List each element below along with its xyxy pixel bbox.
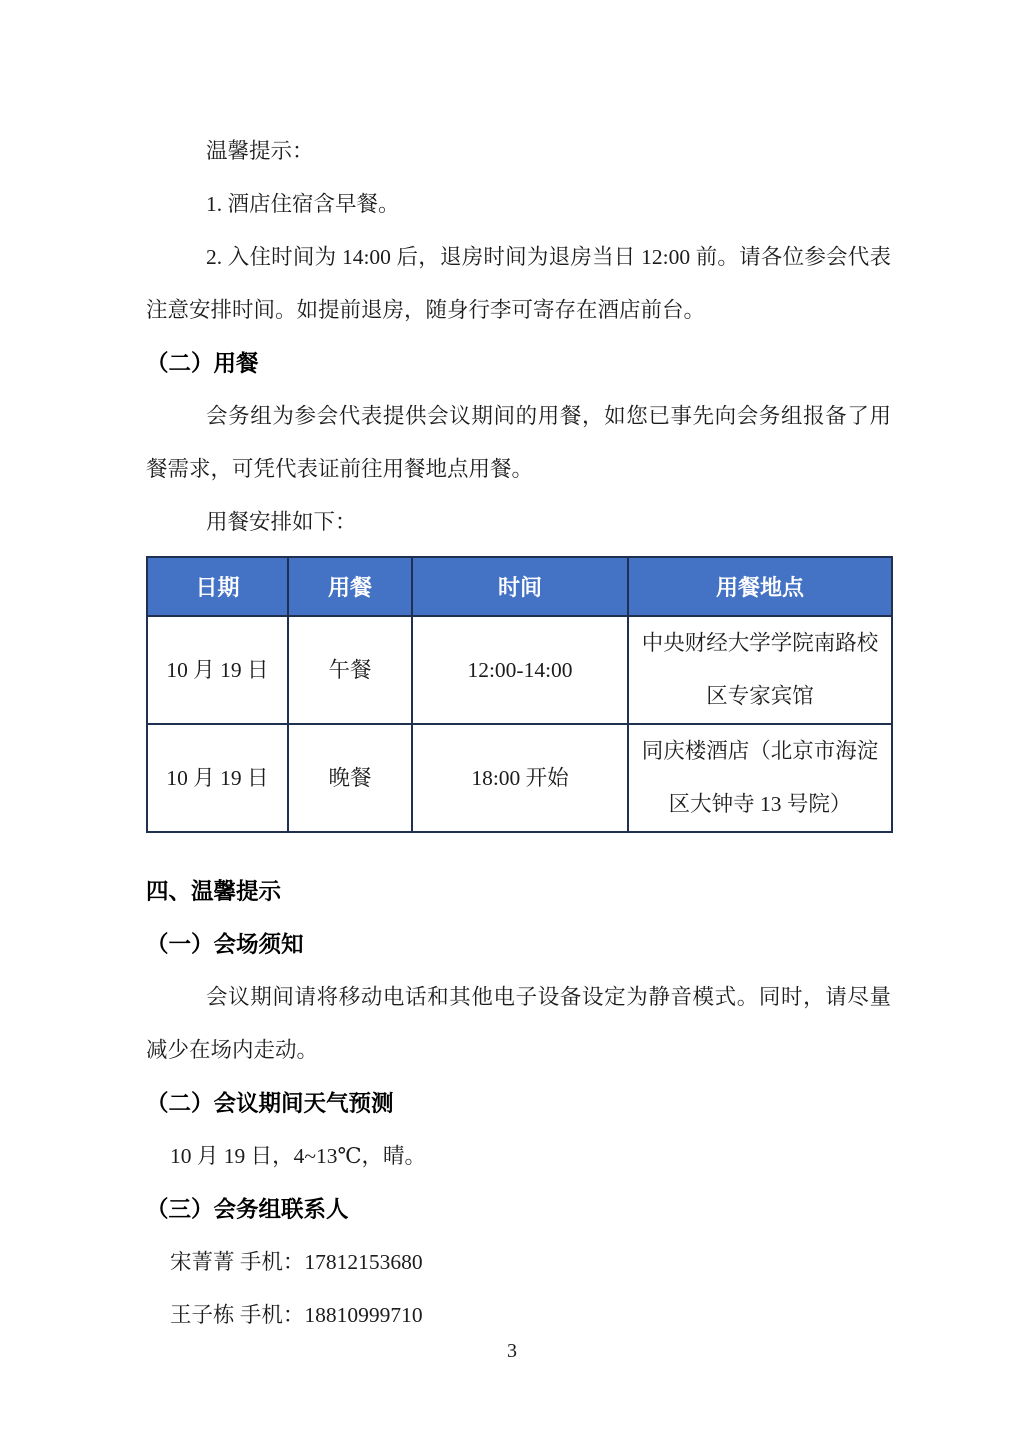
- table-row-lunch: [147, 616, 892, 724]
- tips-section-heading: 四、温馨提示: [146, 879, 282, 904]
- cell-time: 18:00 开始: [412, 724, 628, 832]
- contacts-heading: （三）会务组联系人: [146, 1197, 349, 1222]
- accommodation-item-checkin: 2. 入住时间为 14:00 后，退房时间为退房当日 12:00 前。请各位参会代表注意安排时间。如提前退房，随身行李可寄存在酒店前台。: [146, 245, 891, 322]
- page-number: 3: [507, 1340, 517, 1362]
- table-header-date: 日期: [147, 557, 288, 616]
- cell-meal: 午餐: [288, 616, 412, 724]
- weather-forecast-paragraph: 10 月 19 日，4~13℃，晴。: [170, 1144, 427, 1168]
- cell-location: 同庆楼酒店（北京市海淀区大钟寺 13 号院）: [628, 724, 892, 832]
- accommodation-item-breakfast: 1. 酒店住宿含早餐。: [206, 192, 400, 216]
- cell-location: 中央财经大学学院南路校区专家宾馆: [628, 616, 892, 724]
- table-header-location: 用餐地点: [628, 557, 892, 616]
- accommodation-tips-title: 温馨提示：: [206, 139, 314, 163]
- cell-meal: 晚餐: [288, 724, 412, 832]
- cell-date: 10 月 19 日: [147, 616, 288, 724]
- table-header-meal: 用餐: [288, 557, 412, 616]
- dining-intro-paragraph: 会务组为参会代表提供会议期间的用餐，如您已事先向会务组报备了用餐需求，可凭代表证前往用餐地点用餐。: [146, 404, 891, 481]
- weather-forecast-heading: （二）会议期间天气预测: [146, 1091, 394, 1116]
- dining-schedule-label: 用餐安排如下：: [206, 510, 357, 534]
- table-row-dinner: [147, 724, 892, 832]
- cell-date: 10 月 19 日: [147, 724, 288, 832]
- venue-notes-heading: （一）会场须知: [146, 932, 304, 957]
- dining-schedule-table: [146, 556, 893, 833]
- document-content: [146, 125, 891, 1342]
- table-header-time: 时间: [412, 557, 628, 616]
- cell-time: 12:00-14:00: [412, 616, 628, 724]
- venue-notes-paragraph: 会议期间请将移动电话和其他电子设备设定为静音模式。同时，请尽量减少在场内走动。: [146, 985, 891, 1062]
- dining-section-heading: （二）用餐: [146, 351, 259, 376]
- contact-line-1: 宋菁菁 手机：17812153680: [170, 1250, 423, 1274]
- table-header-row: [147, 557, 892, 616]
- contact-line-2: 王子栋 手机：18810999710: [170, 1303, 423, 1327]
